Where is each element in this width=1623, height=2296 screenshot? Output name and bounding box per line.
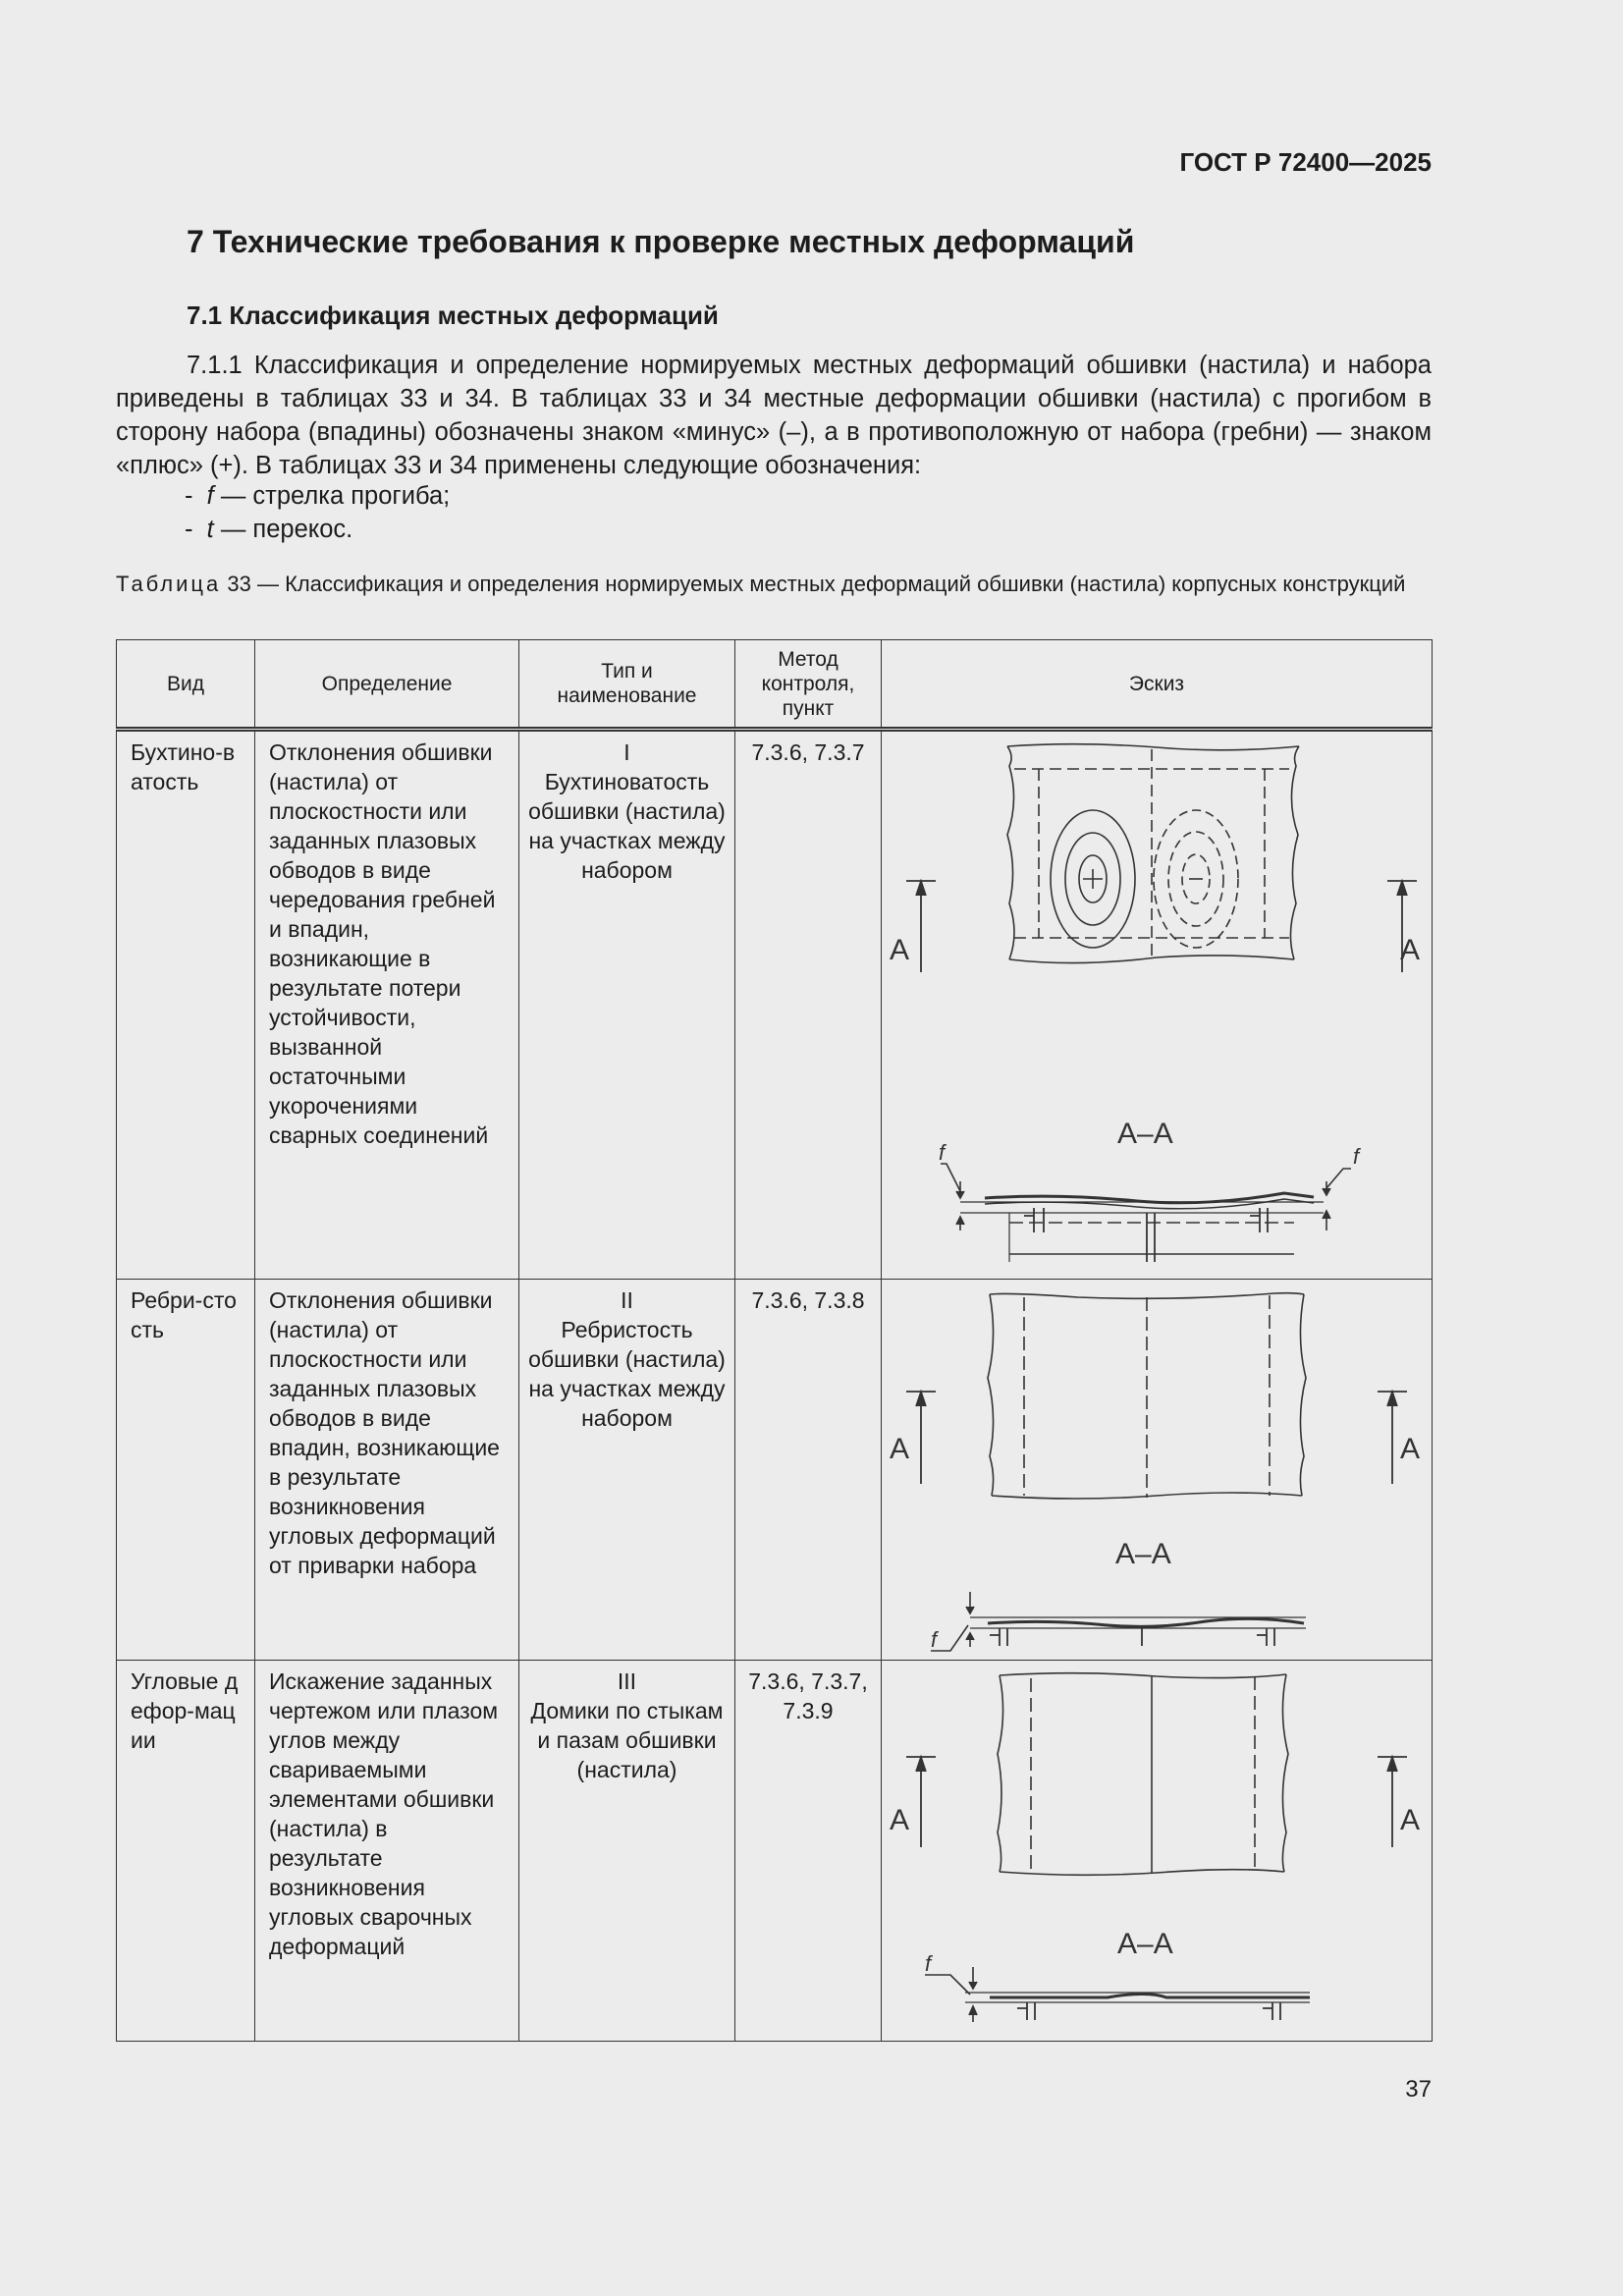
section-title: 7 Технические требования к проверке местных деформаций	[187, 224, 1135, 259]
cell-type	[519, 1661, 735, 2042]
section-mark-right: А	[1400, 934, 1421, 966]
deflection-label-right: f	[1353, 1144, 1360, 1169]
section-mark-left: А	[890, 934, 910, 966]
header-sketch: Эскиз	[882, 640, 1433, 730]
type-name: Бухтиноватость обшивки (настила) на участках между набором	[528, 769, 726, 883]
standard-code: ГОСТ Р 72400—2025	[1179, 147, 1432, 177]
table-row	[117, 730, 1433, 1280]
cell-kind: Ребри-стость	[117, 1280, 255, 1661]
page-number: 37	[1405, 2076, 1432, 2103]
table-row	[117, 1280, 1433, 1661]
cell-definition: Отклонения обшивки (настила) от плоскостности или заданных плазовых обводов в виде чередования гребней и впадин, возникающие в результате потери устойчивости, вызванной остаточными укорочениями сварных соединений	[255, 730, 519, 1280]
type-number: II	[621, 1287, 633, 1313]
cell-method: 7.3.6, 7.3.7, 7.3.9	[735, 1661, 882, 2042]
deformation-table	[116, 639, 1433, 2042]
type-name: Домики по стыкам и пазам обшивки (настила)	[530, 1698, 724, 1782]
header-type: Тип и наименование	[519, 640, 735, 730]
table-caption	[116, 570, 1432, 599]
section-label: А–А	[1115, 1538, 1171, 1570]
section-mark-left: А	[890, 1804, 910, 1836]
cell-method: 7.3.6, 7.3.7	[735, 730, 882, 1280]
sketch-angular	[882, 1661, 1431, 2038]
header-definition: Определение	[255, 640, 519, 730]
cell-method: 7.3.6, 7.3.8	[735, 1280, 882, 1661]
paragraph-text: 7.1.1 Классификация и определение нормируемых местных деформаций обшивки (настила) и набора приведены в таблицах 33 и 34. В таблицах 33 и 34 местные деформации обшивки (настила) с прогибом в сторону набора (впадины) обозначены знаком «минус» (–), а в противоположную от набора (гребни) — знаком «плюс» (+). В таблицах 33 и 34 применены следующие обозначения:	[116, 352, 1432, 479]
section-mark-right: А	[1400, 1433, 1421, 1465]
header-method: Метод контроля, пункт	[735, 640, 882, 730]
paragraph-7-1-1	[116, 349, 1432, 482]
table-caption-label: Таблица	[116, 572, 222, 596]
cell-sketch	[882, 1661, 1433, 2042]
cell-type	[519, 730, 735, 1280]
cell-kind: Угловые дефор-мации	[117, 1661, 255, 2042]
section-label: А–А	[1117, 1118, 1173, 1150]
section-mark-right: А	[1400, 1804, 1421, 1836]
deflection-label-left: f	[925, 1951, 932, 1976]
deflection-label-left: f	[939, 1140, 946, 1165]
type-name: Ребристость обшивки (настила) на участках между набором	[528, 1317, 726, 1431]
sketch-buckling	[882, 732, 1431, 1278]
cell-kind: Бухтино-ватость	[117, 730, 255, 1280]
section-label: А–А	[1117, 1928, 1173, 1960]
table-header-row	[117, 640, 1433, 730]
symbol-list	[185, 479, 450, 546]
cell-sketch	[882, 1280, 1433, 1661]
section-mark-left: А	[890, 1433, 910, 1465]
type-number: I	[623, 739, 630, 765]
cell-definition: Искажение заданных чертежом или плазом углов между свариваемыми элементами обшивки (настила) в результате возникновения угловых сварочных деформаций	[255, 1661, 519, 2042]
list-item: - f — стрелка прогиба;	[185, 482, 451, 510]
list-item: - t — перекос.	[185, 516, 353, 543]
sketch-ribbing	[882, 1280, 1431, 1657]
cell-sketch	[882, 730, 1433, 1280]
header-kind: Вид	[117, 640, 255, 730]
subsection-title: 7.1 Классификация местных деформаций	[187, 301, 719, 330]
cell-type	[519, 1280, 735, 1661]
type-number: III	[617, 1668, 637, 1694]
cell-definition: Отклонения обшивки (настила) от плоскостности или заданных плазовых обводов в виде впадин, возникающие в результате возникновения угловых деформаций от приварки набора	[255, 1280, 519, 1661]
deflection-label-left: f	[931, 1627, 938, 1652]
table-row	[117, 1661, 1433, 2042]
table-caption-text: 33 — Классификация и определения нормируемых местных деформаций обшивки (настила) корпусных конструкций	[221, 572, 1406, 596]
